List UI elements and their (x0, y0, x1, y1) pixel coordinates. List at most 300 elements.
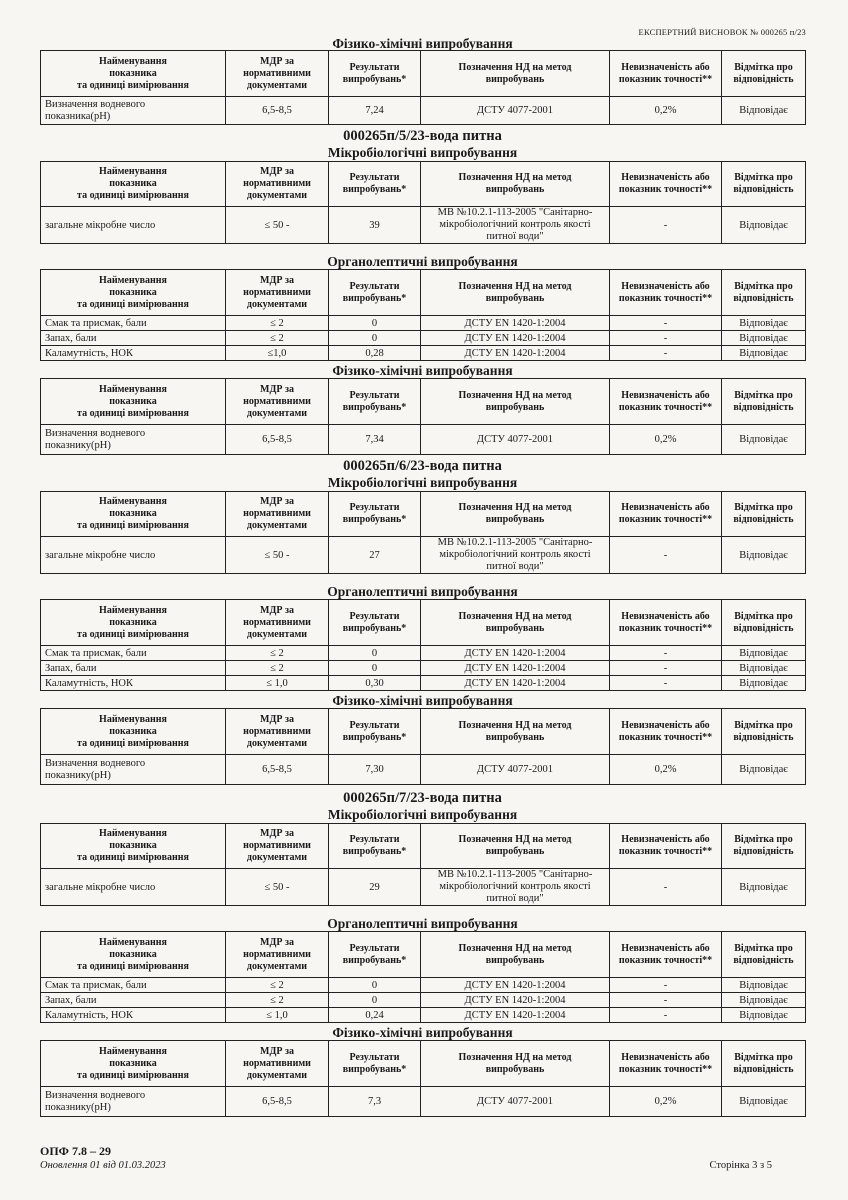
indicator-name (41, 97, 226, 125)
table-row (41, 1087, 806, 1117)
mdr-value: ≤ 2 (226, 646, 329, 661)
result-value: 7,24 (329, 97, 421, 125)
section-title-physchem: Фізико-хімічні випробування (332, 363, 513, 378)
header-line: Найменування (99, 936, 167, 948)
column-header (329, 270, 421, 316)
column-header (226, 600, 329, 646)
table-row (41, 331, 806, 346)
column-header (329, 932, 421, 978)
table-row (41, 993, 806, 1008)
header-line: випробувань* (342, 292, 407, 304)
compliance-mark: Відповідає (722, 676, 806, 691)
column-header (329, 709, 421, 755)
header-line: Позначення НД на метод (458, 719, 572, 731)
compliance-mark: Відповідає (722, 1087, 806, 1117)
header-line: та одиниці вимірювання (77, 1069, 189, 1081)
method-value-line: МВ №10.2.1-113-2005 "Санітарно- (437, 207, 593, 218)
column-header (226, 162, 329, 207)
header-line: МДР за (260, 274, 294, 286)
column-header (41, 709, 226, 755)
header-line: відповідність (733, 1063, 794, 1075)
indicator-name: Смак та присмак, бали (41, 316, 226, 331)
table-row (41, 1008, 806, 1023)
column-header (722, 162, 806, 207)
header-line: нормативними (243, 508, 311, 519)
header-line: Результати (349, 834, 400, 845)
mdr-value: 6,5-8,5 (226, 755, 329, 785)
mdr-value: 6,5-8,5 (226, 425, 329, 455)
method-value: ДСТУ EN 1420-1:2004 (421, 1008, 610, 1023)
header-line: випробувань (485, 401, 545, 413)
header-line: Невизначеність або (621, 172, 710, 183)
column-header (226, 709, 329, 755)
header-line: Відмітка про (734, 172, 793, 183)
header-line: відповідність (733, 954, 794, 966)
header-line: відповідність (733, 622, 794, 634)
column-header (41, 932, 226, 978)
header-line: Відмітка про (734, 1051, 793, 1063)
header-line: МДР за (260, 55, 294, 67)
table-row (41, 755, 806, 785)
column-header (226, 51, 329, 97)
column-header (41, 270, 226, 316)
results-table (40, 931, 806, 1023)
header-line: документами (246, 1069, 308, 1081)
mdr-value: ≤ 2 (226, 978, 329, 993)
method-value-line: МВ №10.2.1-113-2005 "Санітарно- (437, 537, 593, 548)
header-line: Відмітка про (734, 389, 793, 401)
accuracy-value: - (610, 676, 722, 691)
column-header (421, 824, 610, 869)
method-value-line: мікробіологічний контроль якості (439, 219, 591, 230)
result-value: 0 (329, 331, 421, 346)
header-line: показник точності** (618, 401, 713, 413)
header-line: та одиниці вимірювання (77, 520, 189, 531)
header-line: Результати (349, 610, 400, 622)
column-header (421, 162, 610, 207)
accuracy-value: - (610, 331, 722, 346)
method-value: ДСТУ EN 1420-1:2004 (421, 676, 610, 691)
compliance-mark: Відповідає (722, 993, 806, 1008)
method-value: ДСТУ EN 1420-1:2004 (421, 993, 610, 1008)
column-header (421, 709, 610, 755)
column-header (329, 492, 421, 537)
column-header (226, 492, 329, 537)
column-header (421, 51, 610, 97)
header-line: Невизначеність або (621, 389, 710, 401)
mdr-value: ≤ 2 (226, 661, 329, 676)
compliance-mark: Відповідає (722, 207, 806, 244)
header-line: відповідність (733, 514, 794, 525)
mdr-value: ≤ 50 - (226, 869, 329, 906)
results-table (40, 708, 806, 785)
header-line: Позначення НД на метод (458, 61, 572, 73)
header-line: випробувань* (342, 1063, 407, 1075)
column-header (41, 162, 226, 207)
column-header (610, 824, 722, 869)
indicator-name-line: Визначення водневого (45, 1089, 146, 1101)
header-line: Позначення НД на метод (458, 1051, 572, 1063)
mdr-value: 6,5-8,5 (226, 1087, 329, 1117)
header-line: Відмітка про (734, 942, 793, 954)
header-line: показника (109, 286, 157, 298)
header-line: Результати (349, 502, 400, 513)
header-line: випробувань (485, 1063, 545, 1075)
mdr-value: ≤ 1,0 (226, 676, 329, 691)
mdr-value: ≤ 2 (226, 331, 329, 346)
table-row (41, 207, 806, 244)
method-value: ДСТУ EN 1420-1:2004 (421, 978, 610, 993)
form-code: ОПФ 7.8 – 29 (40, 1144, 111, 1158)
section-title-organo: Органолептичні випробування (327, 584, 518, 599)
header-line: показник точності** (618, 622, 713, 634)
header-line: Результати (349, 389, 400, 401)
compliance-mark: Відповідає (722, 978, 806, 993)
table-row (41, 978, 806, 993)
header-line: МДР за (260, 936, 294, 948)
column-header (610, 162, 722, 207)
header-line: нормативними (243, 725, 311, 737)
compliance-mark: Відповідає (722, 425, 806, 455)
table-header-row (41, 709, 806, 755)
header-line: показника (109, 948, 157, 960)
table-header-row (41, 51, 806, 97)
column-header (722, 709, 806, 755)
header-line: та одиниці вимірювання (77, 628, 189, 640)
result-value: 7,30 (329, 755, 421, 785)
method-value (421, 207, 610, 244)
header-line: Найменування (99, 1045, 167, 1057)
header-line: показник точності** (618, 73, 713, 85)
header-line: МДР за (260, 383, 294, 395)
result-value: 0 (329, 316, 421, 331)
header-line: випробувань (485, 846, 545, 857)
header-line: Позначення НД на метод (458, 172, 572, 183)
header-line: Невизначеність або (621, 834, 710, 845)
header-line: показник точності** (618, 846, 713, 857)
compliance-mark: Відповідає (722, 97, 806, 125)
table-header-row (41, 824, 806, 869)
method-value: ДСТУ EN 1420-1:2004 (421, 331, 610, 346)
header-line: та одиниці вимірювання (77, 407, 189, 419)
method-value: ДСТУ 4077-2001 (421, 1087, 610, 1117)
indicator-name: загальне мікробне число (41, 869, 226, 906)
indicator-name: загальне мікробне число (41, 207, 226, 244)
header-line: нормативними (243, 286, 311, 298)
sample-title: 000265п/5/23-вода питна (343, 128, 502, 144)
results-table (40, 161, 806, 244)
header-line: Невизначеність або (621, 61, 710, 73)
method-value: ДСТУ EN 1420-1:2004 (421, 661, 610, 676)
header-line: Найменування (99, 828, 167, 839)
header-line: показника (109, 616, 157, 628)
header-line: Невизначеність або (621, 502, 710, 513)
method-value: ДСТУ 4077-2001 (421, 755, 610, 785)
method-value-line: мікробіологічний контроль якості (439, 881, 591, 892)
column-header (226, 932, 329, 978)
header-line: показник точності** (618, 1063, 713, 1075)
column-header (610, 379, 722, 425)
header-line: показник точності** (618, 292, 713, 304)
result-value: 0 (329, 661, 421, 676)
column-header (329, 824, 421, 869)
header-line: Позначення НД на метод (458, 502, 572, 513)
header-line: нормативними (243, 1057, 311, 1069)
accuracy-value: - (610, 537, 722, 574)
column-header (421, 270, 610, 316)
sample-title: 000265п/7/23-вода питна (343, 790, 502, 806)
column-header (226, 270, 329, 316)
indicator-name (41, 755, 226, 785)
header-line: нормативними (243, 948, 311, 960)
header-line: Невизначеність або (621, 942, 710, 954)
indicator-name: Запах, бали (41, 993, 226, 1008)
result-value: 0 (329, 978, 421, 993)
header-line: випробувань* (342, 846, 407, 857)
mdr-value: 6,5-8,5 (226, 97, 329, 125)
indicator-name: Смак та присмак, бали (41, 978, 226, 993)
column-header (329, 379, 421, 425)
result-value: 0 (329, 646, 421, 661)
header-line: Невизначеність або (621, 1051, 710, 1063)
accuracy-value: - (610, 993, 722, 1008)
column-header (610, 51, 722, 97)
header-line: випробувань* (342, 514, 407, 525)
header-line: документами (246, 407, 308, 419)
header-line: випробувань (485, 622, 545, 634)
section-title-micro: Мікробіологічні випробування (327, 807, 518, 822)
section-title-micro: Мікробіологічні випробування (327, 145, 518, 160)
column-header (226, 1041, 329, 1087)
method-value: ДСТУ EN 1420-1:2004 (421, 316, 610, 331)
result-value: 29 (329, 869, 421, 906)
result-value: 27 (329, 537, 421, 574)
header-line: Відмітка про (734, 719, 793, 731)
header-line: Результати (349, 942, 400, 954)
column-header (722, 270, 806, 316)
header-line: Результати (349, 719, 400, 731)
header-line: МДР за (260, 1045, 294, 1057)
column-header (329, 51, 421, 97)
header-line: відповідність (733, 731, 794, 743)
table-header-row (41, 379, 806, 425)
header-line: випробувань* (342, 622, 407, 634)
header-line: відповідність (733, 73, 794, 85)
header-line: Результати (349, 61, 400, 73)
revision-note: Оновлення 01 від 01.03.2023 (40, 1160, 166, 1171)
column-header (421, 1041, 610, 1087)
header-line: та одиниці вимірювання (77, 79, 189, 91)
header-line: відповідність (733, 846, 794, 857)
method-value (421, 869, 610, 906)
accuracy-value: 0,2% (610, 425, 722, 455)
header-line: та одиниці вимірювання (77, 852, 189, 863)
indicator-name-line: показнику(pH) (45, 439, 111, 451)
header-line: Відмітка про (734, 280, 793, 292)
sample-title: 000265п/6/23-вода питна (343, 458, 502, 474)
column-header (421, 379, 610, 425)
accuracy-value: - (610, 978, 722, 993)
indicator-name (41, 1087, 226, 1117)
header-line: випробувань* (342, 73, 407, 85)
header-line: МДР за (260, 496, 294, 507)
result-value: 0,30 (329, 676, 421, 691)
table-row (41, 661, 806, 676)
results-table (40, 599, 806, 691)
header-line: Відмітка про (734, 834, 793, 845)
header-line: Найменування (99, 713, 167, 725)
result-value: 7,34 (329, 425, 421, 455)
header-line: випробувань (485, 514, 545, 525)
header-line: документами (246, 298, 308, 310)
method-value-line: МВ №10.2.1-113-2005 "Санітарно- (437, 869, 593, 880)
header-line: показника (109, 395, 157, 407)
header-line: показника (109, 725, 157, 737)
accuracy-value: - (610, 316, 722, 331)
header-line: показник точності** (618, 954, 713, 966)
method-value: ДСТУ 4077-2001 (421, 97, 610, 125)
column-header (722, 1041, 806, 1087)
result-value: 39 (329, 207, 421, 244)
header-line: відповідність (733, 292, 794, 304)
accuracy-value: - (610, 346, 722, 361)
table-header-row (41, 270, 806, 316)
column-header (41, 379, 226, 425)
header-line: показника (109, 840, 157, 851)
column-header (610, 1041, 722, 1087)
mdr-value: ≤ 2 (226, 316, 329, 331)
column-header (329, 1041, 421, 1087)
column-header (722, 600, 806, 646)
compliance-mark: Відповідає (722, 316, 806, 331)
column-header (329, 162, 421, 207)
header-line: МДР за (260, 166, 294, 177)
header-line: нормативними (243, 616, 311, 628)
section-title-organo: Органолептичні випробування (327, 254, 518, 269)
header-line: Позначення НД на метод (458, 942, 572, 954)
column-header (722, 51, 806, 97)
compliance-mark: Відповідає (722, 346, 806, 361)
page-number: Сторінка 3 з 5 (709, 1160, 772, 1171)
results-table (40, 269, 806, 361)
column-header (722, 824, 806, 869)
header-line: показник точності** (618, 514, 713, 525)
column-header (421, 492, 610, 537)
header-line: нормативними (243, 67, 311, 79)
mdr-value: ≤1,0 (226, 346, 329, 361)
indicator-name: Смак та присмак, бали (41, 646, 226, 661)
header-line: відповідність (733, 401, 794, 413)
header-line: Невизначеність або (621, 719, 710, 731)
column-header (329, 600, 421, 646)
method-value: ДСТУ 4077-2001 (421, 425, 610, 455)
header-line: Найменування (99, 55, 167, 67)
header-line: та одиниці вимірювання (77, 190, 189, 201)
column-header (421, 600, 610, 646)
method-value: ДСТУ EN 1420-1:2004 (421, 346, 610, 361)
compliance-mark: Відповідає (722, 869, 806, 906)
header-line: випробувань* (342, 731, 407, 743)
results-table (40, 823, 806, 906)
table-header-row (41, 162, 806, 207)
accuracy-value: 0,2% (610, 97, 722, 125)
section-title-physchem: Фізико-хімічні випробування (332, 1025, 513, 1040)
table-header-row (41, 932, 806, 978)
column-header (421, 932, 610, 978)
header-line: показник точності** (618, 184, 713, 195)
accuracy-value: - (610, 646, 722, 661)
results-table (40, 1040, 806, 1117)
indicator-name: Запах, бали (41, 331, 226, 346)
column-header (610, 492, 722, 537)
header-line: показник точності** (618, 731, 713, 743)
compliance-mark: Відповідає (722, 661, 806, 676)
header-line: нормативними (243, 178, 311, 189)
column-header (41, 492, 226, 537)
accuracy-value: - (610, 1008, 722, 1023)
header-line: Відмітка про (734, 61, 793, 73)
results-table (40, 378, 806, 455)
indicator-name: Каламутність, НОК (41, 1008, 226, 1023)
indicator-name-line: показнику(pH) (45, 1101, 111, 1113)
indicator-name: Каламутність, НОК (41, 346, 226, 361)
column-header (722, 379, 806, 425)
header-line: відповідність (733, 184, 794, 195)
column-header (226, 824, 329, 869)
header-line: Найменування (99, 383, 167, 395)
header-line: випробувань (485, 292, 545, 304)
table-row (41, 97, 806, 125)
column-header (41, 600, 226, 646)
indicator-name: Каламутність, НОК (41, 676, 226, 691)
header-line: випробувань (485, 954, 545, 966)
column-header (610, 600, 722, 646)
result-value: 7,3 (329, 1087, 421, 1117)
header-line: Найменування (99, 496, 167, 507)
header-line: документами (246, 737, 308, 749)
table-row (41, 316, 806, 331)
table-row (41, 676, 806, 691)
result-value: 0,24 (329, 1008, 421, 1023)
header-line: Позначення НД на метод (458, 834, 572, 845)
header-line: показника (109, 508, 157, 519)
header-line: випробувань* (342, 184, 407, 195)
column-header (722, 492, 806, 537)
header-line: Найменування (99, 166, 167, 177)
accuracy-value: 0,2% (610, 755, 722, 785)
indicator-name-line: Визначення водневого (45, 757, 146, 769)
table-row (41, 425, 806, 455)
header-line: та одиниці вимірювання (77, 737, 189, 749)
column-header (610, 270, 722, 316)
method-value: ДСТУ EN 1420-1:2004 (421, 646, 610, 661)
column-header (610, 932, 722, 978)
column-header (226, 379, 329, 425)
compliance-mark: Відповідає (722, 646, 806, 661)
mdr-value: ≤ 50 - (226, 207, 329, 244)
accuracy-value: - (610, 207, 722, 244)
indicator-name-line: Визначення водневого (45, 98, 146, 110)
method-value-line: мікробіологічний контроль якості (439, 549, 591, 560)
header-line: Найменування (99, 604, 167, 616)
header-line: документами (246, 960, 308, 972)
results-table (40, 50, 806, 125)
header-line: випробувань (485, 731, 545, 743)
column-header (610, 709, 722, 755)
header-line: Невизначеність або (621, 280, 710, 292)
header-line: показника (109, 1057, 157, 1069)
method-value-line: питної води" (486, 561, 544, 572)
